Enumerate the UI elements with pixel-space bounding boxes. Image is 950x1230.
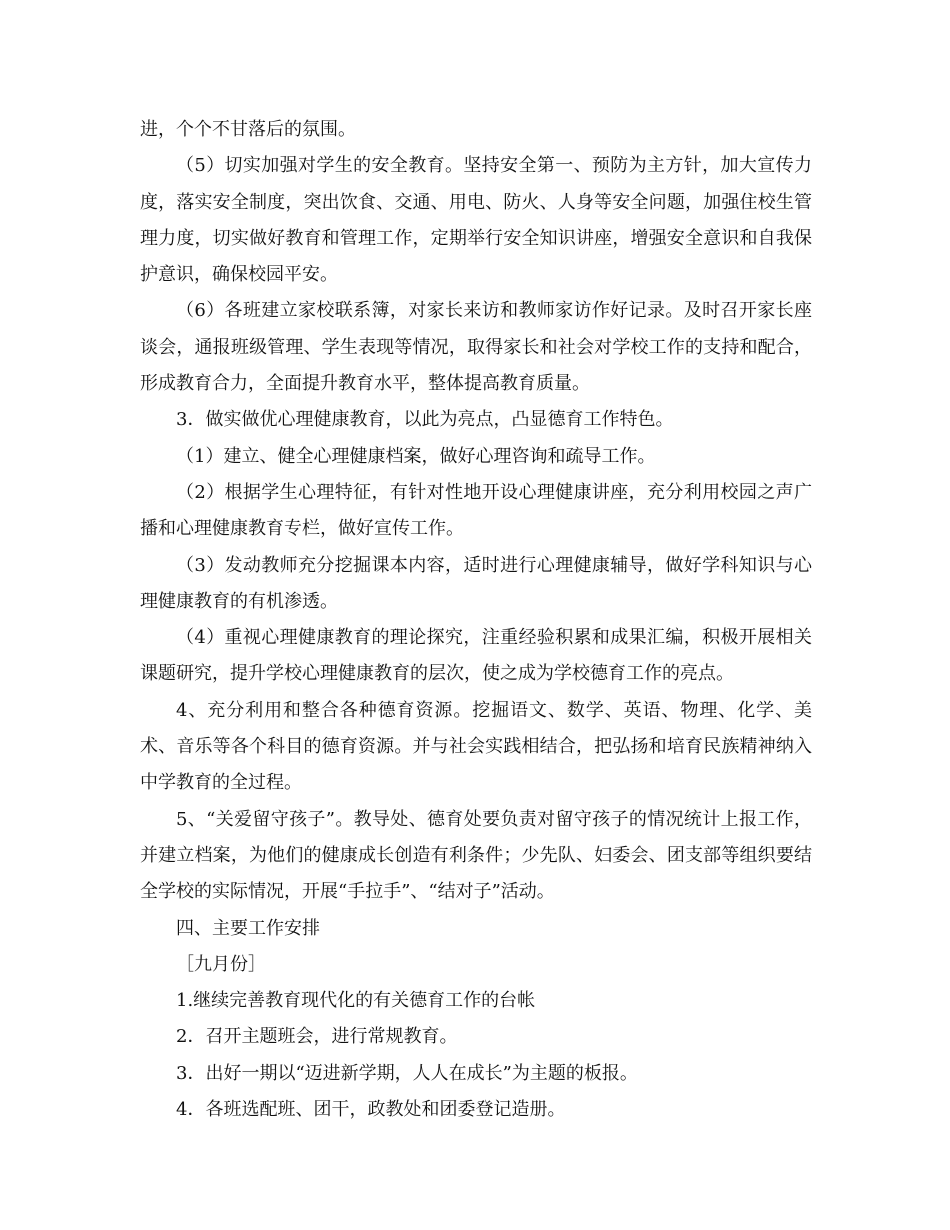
section-heading: 四、主要工作安排 [176,917,320,939]
paragraph: 4、充分利用和整合各种德育资源。挖掘语文、数学、英语、物理、化学、美术、音乐等各个科目的德育资源。并与社会实践相结合，把弘扬和培育民族精神纳入中学教育的全过程。 [140,699,812,794]
paragraph: （4）重视心理健康教育的理论探究，注重经验积累和成果汇编，积极开展相关课题研究，提升学校心理健康教育的层次，使之成为学校德育工作的亮点。 [140,627,812,685]
paragraph: （1）建立、健全心理健康档案，做好心理咨询和疏导工作。 [176,445,656,467]
paragraph: （6）各班建立家校联系簿，对家长来访和教师家访作好记录。及时召开家长座谈会，通报班级管理、学生表现等情况，取得家长和社会对学校工作的支持和配合，形成教育合力，全面提升教育水平，整体提高教育质量。 [140,300,812,395]
paragraph: （5）切实加强对学生的安全教育。坚持安全第一、预防为主方针，加大宣传力度，落实安全制度，突出饮食、交通、用电、防火、人身等安全问题，加强住校生管理力度，切实做好教育和管理工作，定期举行安全知识讲座，增强安全意识和自我保护意识，确保校园平安。 [140,155,812,286]
paragraph: （3）发动教师充分挖掘课本内容，适时进行心理健康辅导，做好学科知识与心理健康教育的有机渗透。 [140,554,812,612]
paragraph: （2）根据学生心理特征，有针对性地开设心理健康讲座，充分利用校园之声广播和心理健康教育专栏，做好宣传工作。 [140,481,812,540]
paragraph: 3．做实做优心理健康教育，以此为亮点，凸显德育工作特色。 [176,409,674,431]
list-item: 4．各班选配班、团干，政教处和团委登记造册。 [176,1099,566,1121]
paragraph: 进，个个不甘落后的氛围。 [140,119,356,140]
month-heading: ［九月份］ [176,953,266,975]
paragraph: 5、“关爱留守孩子”。教导处、德育处要负责对留守孩子的情况统计上报工作，并建立档案，为他们的健康成长创造有利条件；少先队、妇委会、团支部等组织要结全学校的实际情况，开展“手拉手”、“结对子”活动。 [140,808,812,903]
list-item: 2．召开主题班会，进行常规教育。 [176,1026,458,1048]
list-item: 3．出好一期以“迈进新学期，人人在成长”为主题的板报。 [176,1062,638,1084]
list-item: 1.继续完善教育现代化的有关德育工作的台帐 [176,990,536,1012]
document-page [140,112,812,1128]
